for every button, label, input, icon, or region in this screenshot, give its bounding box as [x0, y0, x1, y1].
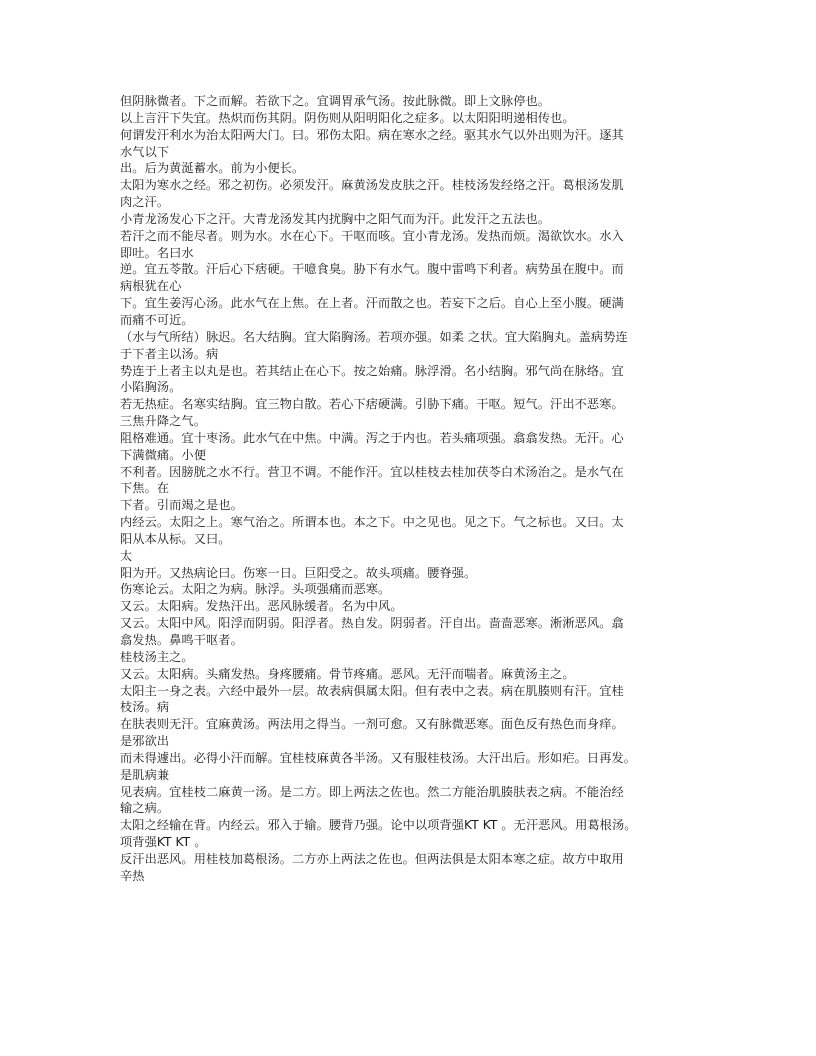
- text-line: 又云。太阳病。发热汗出。恶风脉缓者。名为中风。: [120, 599, 403, 614]
- text-line: 桂枝汤主之。: [120, 649, 194, 664]
- document-body: [120, 93, 698, 885]
- text-line: 肉之汗。: [120, 195, 170, 210]
- text-line: 病根犹在心: [120, 279, 182, 294]
- text-line: 出。后为黄涎蓄水。前为小便长。: [120, 161, 305, 176]
- text-line: 而痛不可近。: [120, 312, 194, 327]
- text-line: 又云。太阳病。头痛发热。身疼腰痛。骨节疼痛。恶风。无汗而喘者。麻黄汤主之。: [120, 666, 575, 681]
- text-line: 势连于上者主以丸是也。若其结止在心下。按之始痛。脉浮滑。名小结胸。邪气尚在脉络。宜: [120, 363, 624, 378]
- text-line: 见表病。宜桂枝二麻黄一汤。是二方。即上两法之佐也。然二方能治肌腠肤表之病。不能治经: [120, 784, 624, 799]
- text-line: 而未得遽出。必得小汗而解。宜桂枝麻黄各半汤。又有服桂枝汤。大汗出后。形如疟。日再发。: [120, 750, 637, 765]
- text-line: 下满微痛。小便: [120, 447, 207, 462]
- text-line: 是邪欲出: [120, 734, 170, 749]
- text-line: 即吐。名曰水: [120, 245, 194, 260]
- text-line: 又云。太阳中风。阳浮而阴弱。阳浮者。热自发。阴弱者。汗自出。啬啬恶寒。淅淅恶风。翕: [120, 616, 624, 631]
- text-line: 小青龙汤发心下之汗。大青龙汤发其内扰胸中之阳气而为汗。此发汗之五法也。: [120, 211, 551, 226]
- text-line: （水与气所结）脉迟。名大结胸。宜大陷胸汤。若项亦强。如柔 之状。宜大陷胸丸。盖病势连: [120, 329, 628, 344]
- text-line: 太阳为寒水之经。邪之初伤。必须发汗。麻黄汤发皮肤之汗。桂枝汤发经络之汗。葛根汤发肌: [120, 178, 624, 193]
- text-line: 不利者。因膀胱之水不行。营卫不调。不能作汗。宜以桂枝去桂加茯苓白术汤治之。是水气在: [120, 464, 624, 479]
- text-line: 但阴脉微者。下之而解。若欲下之。宜调胃承气汤。按此脉微。即上文脉停也。: [120, 94, 551, 108]
- text-line: 在肤表则无汗。宜麻黄汤。两法用之得当。一剂可愈。又有脉微恶寒。面色反有热色而身痒。: [120, 717, 624, 732]
- text-line: 项背强KT KT 。: [120, 835, 207, 850]
- text-line: 辛热: [120, 868, 145, 883]
- text-line: 小陷胸汤。: [120, 380, 182, 395]
- text-line: 下。宜生姜泻心汤。此水气在上焦。在上者。汗而散之也。若妄下之后。自心上至小腹。硬满: [120, 296, 624, 311]
- text-line: 下者。引而竭之是也。: [120, 498, 243, 513]
- text-line: 是肌病兼: [120, 767, 170, 782]
- text-line: 内经云。太阳之上。寒气治之。所谓本也。本之下。中之见也。见之下。气之标也。又曰。太: [120, 515, 624, 530]
- text-line: 阳为开。又热病论曰。伤寒一日。巨阳受之。故头项痛。腰脊强。: [120, 565, 477, 580]
- text-line: 三焦升降之气。: [120, 414, 207, 429]
- text-line: 枝汤。病: [120, 700, 170, 715]
- text-line: 若汗之而不能尽者。则为水。水在心下。干呕而咳。宜小青龙汤。发热而烦。渴欲饮水。水入: [120, 228, 624, 243]
- text-line: 反汗出恶风。用桂枝加葛根汤。二方亦上两法之佐也。但两法俱是太阳本寒之症。故方中取用: [120, 851, 624, 866]
- text-line: 逆。宜五苓散。汗后心下痞硬。干噫食臭。胁下有水气。腹中雷鸣下利者。病势虽在腹中。而: [120, 262, 624, 277]
- text-line: 阻格难通。宜十枣汤。此水气在中焦。中满。泻之于内也。若头痛项强。翕翕发热。无汗。心: [120, 430, 624, 445]
- text-line: 阳从本从标。又曰。: [120, 531, 231, 546]
- text-line: 太阳主一身之表。六经中最外一层。故表病俱属太阳。但有表中之表。病在肌腠则有汗。宜桂: [120, 683, 624, 698]
- text-line: 于下者主以汤。病: [120, 346, 219, 361]
- text-line: 伤寒论云。太阳之为病。脉浮。头项强痛而恶寒。: [120, 582, 391, 597]
- text-line: 以上言汗下失宜。热炽而伤其阴。阴伤则从阳明阳化之症多。以太阳阳明递相传也。: [120, 110, 575, 125]
- text-line: 水气以下: [120, 144, 170, 159]
- text-line: 下焦。在: [120, 481, 170, 496]
- text-line: 太阳之经输在背。内经云。邪入于输。腰背乃强。论中以项背强KT KT 。无汗恶风。用葛根汤。: [120, 818, 637, 833]
- text-line: 翕发热。鼻鸣干呕者。: [120, 633, 243, 647]
- text-line: 太: [120, 548, 133, 563]
- text-line: 输之病。: [120, 801, 170, 816]
- text-line: 何谓发汗利水为治太阳两大门。曰。邪伤太阳。病在寒水之经。驱其水气以外出则为汗。逐其: [120, 127, 624, 142]
- text-line: 若无热症。名寒实结胸。宜三物白散。若心下痞硬满。引胁下痛。干呕。短气。汗出不恶寒。: [120, 397, 624, 412]
